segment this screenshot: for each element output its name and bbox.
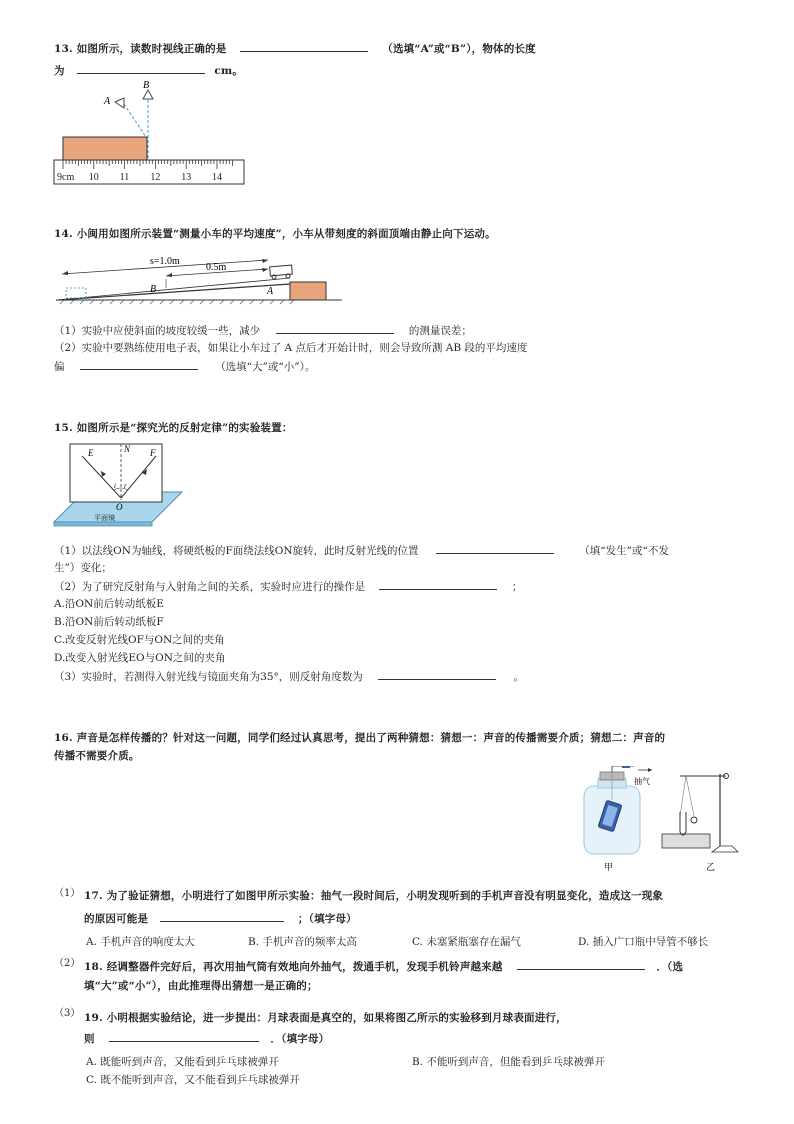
ruler-label: 10	[88, 172, 99, 183]
q16-sub1-line1: 17. 为了验证猜想，小明进行了如图甲所示实验：抽气一段时间后，小明发现听到的手机声音没有明显变化，造成这一现象	[84, 890, 664, 902]
q14-answer-blank-2[interactable]	[80, 358, 198, 370]
tuning-fork-icon	[680, 812, 686, 835]
label-a: A	[267, 286, 274, 297]
ruler-label: 13	[181, 172, 192, 183]
q13-answer-blank-1[interactable]	[240, 40, 368, 52]
q15-part2: （2）为了研究反射角与入射角之间的关系，实验时应进行的操作是 ；	[54, 578, 522, 594]
sight-line-a	[124, 104, 146, 137]
label-i: i	[114, 482, 116, 490]
q13-ruler-figure	[52, 80, 252, 190]
base	[662, 834, 710, 848]
q16-sub2-index: （2）	[54, 958, 81, 969]
ruler-label: 14	[212, 172, 222, 183]
label-f: F	[150, 448, 156, 458]
q15-stem: 15. 如图所示是“探究光的反射定律”的实验装置：	[54, 422, 293, 434]
q16-number: 16.	[54, 732, 73, 744]
label-half: 0.5m	[206, 262, 227, 273]
support-block	[290, 282, 326, 300]
ground-hatch	[60, 300, 294, 304]
ruler-label: 12	[150, 172, 161, 183]
q16-sub1-option-c[interactable]: C. 未塞紧瓶塞存在漏气	[412, 936, 521, 948]
q13-answer-blank-2[interactable]	[77, 62, 205, 74]
q16-sub2-answer-blank[interactable]	[517, 958, 645, 970]
q14-answer-blank-1[interactable]	[276, 322, 394, 334]
label-n: N	[124, 444, 131, 454]
q16-sub3-option-a[interactable]: A. 既能听到声音，又能看到乒乓球被弹开	[86, 1056, 279, 1068]
q16-sub2-line2: 填“大”或“小”），由此推理得出猜想一是正确的；	[84, 980, 318, 992]
label-b: B	[143, 80, 150, 91]
q16-sub1-answer-blank[interactable]	[160, 910, 284, 922]
q15-part1-line2: 生”）变化；	[54, 562, 112, 574]
q17-number: 17.	[84, 890, 103, 902]
q14-number: 14.	[54, 228, 73, 240]
label-b: B	[150, 284, 157, 295]
q15-option-c[interactable]: C.改变反射光线OF与ON之间的夹角	[54, 634, 225, 646]
label-a: A	[104, 96, 111, 107]
q15-option-a[interactable]: A.沿ON前后转动纸板E	[54, 598, 164, 610]
label-e: E	[88, 448, 94, 458]
q16-sub3-option-c[interactable]: C. 既不能听到声音，又不能看到乒乓球被弹开	[86, 1074, 300, 1086]
label-yi: 乙	[706, 862, 716, 872]
incline	[58, 284, 290, 300]
q15-part3: （3）实验时，若测得入射光线与镜面夹角为35°，则反射角度数为 。	[54, 668, 524, 684]
q13-number: 13.	[54, 43, 73, 55]
q16-experiment-figure	[578, 766, 748, 878]
q14-stem: 14. 小闽用如图所示装置“测量小车的平均速度”，小车从带刻度的斜面顶端由静止向下运动。	[54, 228, 496, 240]
label-s: s=1.0m	[150, 256, 180, 267]
q16-sub1-line2: 的原因可能是 ；（填字母）	[84, 910, 357, 926]
q16-sub1-index: （1）	[54, 888, 81, 899]
q16-sub3-answer-blank[interactable]	[109, 1030, 259, 1042]
q15-answer-blank-3[interactable]	[378, 668, 496, 680]
q13-line2: 为 cm。	[54, 62, 243, 78]
incline-top-edge	[58, 278, 290, 300]
ruler-label: 11	[119, 172, 130, 183]
q16-sub2-line1: 18. 经调整器件完好后，再次用抽气筒有效地向外抽气，拨通手机，发现手机铃声越来越 ．（选	[84, 958, 683, 974]
q16-stem-line2: 传播不需要介质。	[54, 750, 140, 762]
q16-stem-line1: 16. 声音是怎样传播的？针对这一问题，同学们经过认真思考，提出了两种猜想：猜想一：声音的传播需要介质；猜想二：声音的	[54, 732, 666, 744]
q14-part2-line2: 偏 （选填“大”或“小”）。	[54, 358, 315, 374]
q18-number: 18.	[84, 961, 103, 973]
eye-b-icon	[143, 90, 153, 99]
q16-sub3-option-b[interactable]: B. 不能听到声音，但能看到乒乓球被弹开	[412, 1056, 605, 1068]
q16-sub3-line2: 则 ．（填字母）	[84, 1030, 329, 1046]
q16-sub1-option-b[interactable]: B. 手机声音的频率太高	[248, 936, 357, 948]
mirror-label: 平面镜	[94, 514, 115, 522]
q15-part1-line1: （1）以法线ON为轴线，将硬纸板的F面绕法线ON旋转，此时反射光线的位置 （填“发生”或“不发	[54, 542, 669, 558]
pump-label: 抽气	[634, 777, 650, 786]
q15-option-b[interactable]: B.沿ON前后转动纸板F	[54, 616, 164, 628]
ruler-label: 9cm	[57, 172, 75, 183]
measured-object	[63, 137, 147, 160]
q14-incline-figure	[54, 246, 344, 306]
q15-answer-blank-1[interactable]	[436, 542, 554, 554]
end-marker	[66, 288, 86, 298]
q14-part2-line1: （2）实验中要熟练使用电子表，如果让小车过了 A 点后才开始计时，则会导致所测 AB 段的平均速度	[54, 342, 528, 354]
q16-sub1-option-a[interactable]: A. 手机声音的响度太大	[86, 936, 195, 948]
q15-answer-blank-2[interactable]	[379, 578, 497, 590]
q14-part1: （1）实验中应使斜面的坡度较缓一些，减少 的测量误差；	[54, 322, 472, 338]
q16-sub3-line1: 19. 小明根据实验结论，进一步提出：月球表面是真空的，如果将图乙所示的实验移到月球表面进行，	[84, 1012, 567, 1024]
ping-pong-ball	[691, 817, 697, 823]
eye-a-icon	[115, 98, 124, 108]
q16-sub3-index: （3）	[54, 1008, 81, 1019]
label-r: r	[124, 482, 127, 490]
q19-number: 19.	[84, 1012, 103, 1024]
q15-reflection-figure	[52, 440, 184, 532]
q15-option-d[interactable]: D.改变入射光线EO与ON之间的夹角	[54, 652, 226, 664]
label-jia: 甲	[604, 862, 614, 872]
q16-sub1-option-d[interactable]: D. 插入广口瓶中导管不够长	[578, 936, 709, 948]
q15-number: 15.	[54, 422, 73, 434]
q13-line1: 13. 如图所示，读数时视线正确的是 （选填“A”或“B”），物体的长度	[54, 40, 536, 56]
label-o: O	[116, 502, 123, 512]
